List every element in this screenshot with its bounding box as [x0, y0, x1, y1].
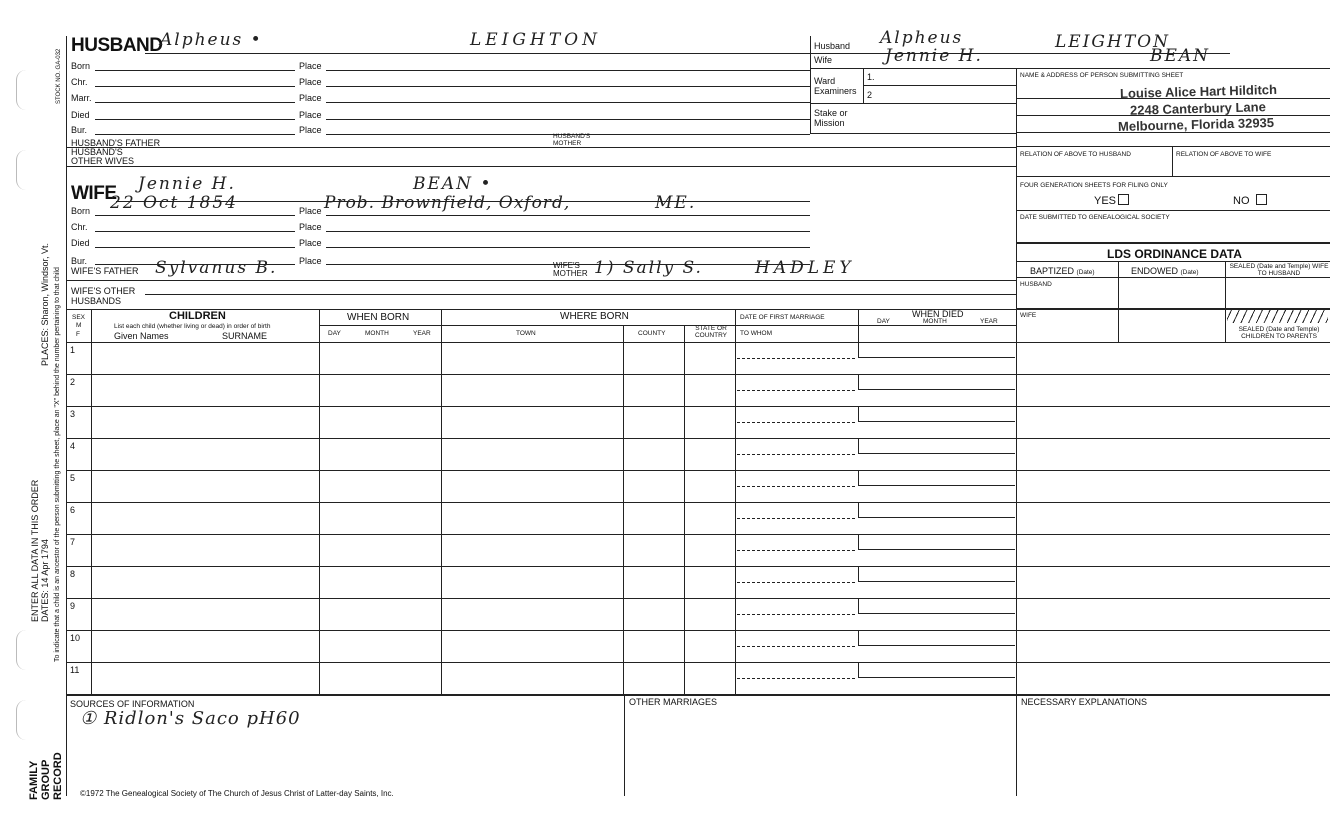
husbands-mother-label: HUSBAND'S MOTHER — [553, 133, 591, 147]
rule — [1172, 146, 1173, 176]
examiners-label: Examiners — [814, 86, 857, 96]
rule — [735, 325, 858, 326]
rule — [319, 325, 441, 326]
wife-surname: BEAN • — [413, 174, 493, 194]
when-died-cell — [858, 502, 1015, 518]
wife-given-name: Jennie H. — [138, 174, 236, 194]
other-marriages-label: OTHER MARRIAGES — [629, 697, 718, 707]
sealed-wife-label: SEALED (Date and Temple) WIFE TO HUSBAND — [1229, 263, 1329, 277]
when-died-cell — [858, 470, 1015, 486]
rule — [326, 102, 810, 103]
endowed-label: ENDOWED (Date) — [1131, 266, 1199, 276]
rule — [441, 325, 735, 326]
town-header: TOWN — [516, 330, 536, 337]
sources-label: SOURCES OF INFORMATION — [70, 699, 195, 709]
children-instruction: List each child (whether living or dead) in order of birth — [114, 323, 271, 330]
rule — [810, 103, 1016, 104]
to-whom-line — [737, 486, 855, 487]
submitter-label: NAME & ADDRESS OF PERSON SUBMITTING SHEET — [1020, 72, 1184, 79]
lds-ordinance-title: LDS ORDINANCE DATA — [1107, 247, 1242, 261]
husband-chr-place-label: Place — [299, 77, 322, 87]
child-row-number: 7 — [70, 537, 76, 547]
row-rule — [66, 406, 1330, 407]
form-left-border — [66, 36, 67, 796]
binder-hole — [16, 150, 29, 190]
wife-chr-place-label: Place — [299, 222, 322, 232]
husband-given-name: Alpheus • — [160, 30, 263, 50]
husband-born-label: Born — [71, 61, 91, 71]
rule — [326, 247, 810, 248]
born-month-header: MONTH — [365, 330, 389, 337]
to-whom-line — [737, 358, 855, 359]
submitter-city: Melbourne, Florida 32935 — [1117, 114, 1275, 135]
husbands-father-label: HUSBAND'S FATHER — [71, 138, 161, 148]
when-died-cell — [858, 566, 1015, 582]
when-born-header: WHEN BORN — [347, 312, 410, 323]
to-whom-line — [737, 390, 855, 391]
enter-order-note: ENTER ALL DATA IN THIS ORDER — [30, 479, 40, 622]
necessary-explanations-label: NECESSARY EXPLANATIONS — [1021, 697, 1148, 707]
husband-bur-label: Bur. — [71, 125, 88, 135]
husband-chr-label: Chr. — [71, 77, 88, 87]
row-rule — [66, 438, 1330, 439]
child-row-number: 3 — [70, 409, 76, 419]
rule — [66, 342, 1330, 343]
when-died-cell — [858, 406, 1015, 422]
wife-born-state: ME. — [655, 193, 697, 213]
wife-died-place-label: Place — [299, 238, 322, 248]
header-husband-label: Husband — [814, 41, 851, 51]
wifes-mother-label: WIFE'S MOTHER — [553, 261, 588, 278]
binder-hole — [16, 70, 29, 110]
rule — [624, 695, 625, 796]
rule — [95, 102, 295, 103]
rule — [1016, 176, 1330, 177]
rule — [623, 325, 624, 695]
child-row-number: 4 — [70, 441, 76, 451]
rule — [66, 280, 1016, 281]
wife-born-label: Born — [71, 206, 91, 216]
submitter-name: Louise Alice Hart Hilditch — [1119, 81, 1278, 102]
no-checkbox[interactable] — [1256, 194, 1267, 205]
rule — [326, 231, 810, 232]
husband-surname: LEIGHTON — [470, 30, 601, 50]
examiner-1: 1. — [867, 72, 875, 82]
wife-bur-label: Bur. — [71, 256, 88, 266]
submitter-street: 2248 Canterbury Lane — [1129, 99, 1267, 118]
rule — [66, 147, 1016, 148]
rule — [810, 36, 811, 134]
header-husband-name: Alpheus — [880, 28, 964, 48]
rule — [95, 70, 295, 71]
husband-born-place-label: Place — [299, 61, 322, 71]
died-month-header: MONTH — [923, 318, 947, 325]
husband-marr-label: Marr. — [71, 93, 92, 103]
stake-or-mission-label: Stake or Mission — [814, 108, 848, 128]
rule — [1016, 98, 1330, 99]
rule — [95, 119, 295, 120]
rule — [95, 247, 295, 248]
to-whom-line — [737, 454, 855, 455]
when-died-cell — [858, 662, 1015, 678]
when-died-cell — [858, 598, 1015, 614]
header-husband-surname: LEIGHTON — [1055, 32, 1170, 52]
children-title: CHILDREN — [169, 310, 226, 322]
rule — [810, 133, 1016, 134]
to-whom-line — [737, 678, 855, 679]
where-born-header: WHERE BORN — [560, 311, 629, 322]
sex-label: SEX — [72, 314, 86, 321]
first-marriage-header: DATE OF FIRST MARRIAGE — [740, 314, 825, 321]
binder-hole — [16, 630, 29, 670]
rule — [1016, 146, 1330, 147]
rule — [95, 134, 295, 135]
child-row-number: 2 — [70, 377, 76, 387]
wife-bur-place-label: Place — [299, 256, 322, 266]
rule — [684, 325, 685, 695]
county-header: COUNTY — [638, 330, 666, 337]
rule — [1016, 277, 1330, 278]
rule — [145, 53, 810, 54]
rule — [326, 119, 810, 120]
rule — [1016, 261, 1330, 262]
rule — [326, 86, 810, 87]
died-year-header: YEAR — [980, 318, 998, 325]
surname-header: SURNAME — [222, 331, 268, 341]
right-panel-border — [1016, 68, 1017, 796]
when-died-cell — [858, 630, 1015, 646]
sealed-children-label: SEALED (Date and Temple) CHILDREN TO PARENTS — [1238, 326, 1320, 340]
given-names-header: Given Names — [114, 331, 169, 341]
husbands-other-wives-label: HUSBAND'S OTHER WIVES — [71, 147, 135, 166]
places-example: PLACES: Sharon, Windsor, Vt. — [40, 242, 50, 366]
rule — [1016, 210, 1330, 211]
to-whom-line — [737, 518, 855, 519]
lds-wife-row-label: WIFE — [1020, 312, 1037, 319]
date-submitted-label: DATE SUBMITTED TO GENEALOGICAL SOCIETY — [1020, 214, 1170, 221]
rule — [95, 86, 295, 87]
wife-heading: WIFE — [71, 183, 117, 204]
row-rule — [66, 566, 1330, 567]
yes-checkbox[interactable] — [1118, 194, 1129, 205]
stock-number: STOCK NO. GA-032 — [56, 48, 62, 104]
sex-m-label: M — [76, 322, 82, 329]
sex-f-label: F — [76, 331, 80, 338]
four-generation-label: FOUR GENERATION SHEETS FOR FILING ONLY — [1020, 182, 1168, 189]
husband-bur-place-label: Place — [299, 125, 322, 135]
wifes-mother-surname: HADLEY — [755, 258, 855, 278]
wifes-mother-name: 1) Sally S. — [594, 258, 703, 278]
died-day-header: DAY — [877, 318, 890, 325]
born-day-header: DAY — [328, 330, 341, 337]
wifes-father-label: WIFE'S FATHER — [71, 266, 139, 276]
wife-born-place-label: Place — [299, 206, 322, 216]
rule — [1016, 115, 1330, 116]
child-row-number: 11 — [70, 665, 80, 675]
relation-to-wife-label: RELATION OF ABOVE TO WIFE — [1176, 151, 1272, 158]
header-wife-name: Jennie H. — [885, 46, 983, 66]
husband-died-label: Died — [71, 110, 90, 120]
when-died-cell — [858, 342, 1015, 358]
yes-label: YES — [1094, 195, 1117, 207]
wifes-other-husbands-label: WIFE'S OTHER HUSBANDS — [71, 286, 136, 306]
when-died-cell — [858, 374, 1015, 390]
hatched-cell — [1227, 309, 1328, 323]
ancestor-instruction: To indicate that a child is an ancestor of the person submitting the sheet, place an "X" behind the number pertaining to that child — [54, 267, 61, 662]
to-whom-line — [737, 646, 855, 647]
to-whom-line — [737, 550, 855, 551]
header-wife-label: Wife — [814, 55, 832, 65]
row-rule — [66, 470, 1330, 471]
to-whom-header: TO WHOM — [740, 330, 773, 337]
row-rule — [66, 662, 1330, 663]
child-row-number: 10 — [70, 633, 81, 643]
sources-value: ① Ridlon's Saco pH60 — [80, 708, 301, 729]
rule — [66, 695, 1330, 696]
row-rule — [66, 502, 1330, 503]
wife-born-date: 22 Oct 1854 — [110, 193, 238, 213]
relation-to-husband-label: RELATION OF ABOVE TO HUSBAND — [1020, 151, 1131, 158]
rule — [1118, 261, 1119, 343]
rule — [810, 68, 1330, 69]
rule — [1016, 242, 1330, 244]
examiner-2: 2 — [867, 90, 873, 100]
rule — [66, 309, 1330, 310]
header-wife-surname: BEAN — [1150, 46, 1211, 66]
wife-died-label: Died — [71, 238, 90, 248]
rule — [1016, 132, 1330, 133]
husband-heading: HUSBAND — [71, 35, 163, 56]
rule — [326, 215, 810, 216]
row-rule — [66, 598, 1330, 599]
rule — [145, 294, 1016, 295]
rule — [1225, 261, 1226, 343]
when-died-header: WHEN DIED — [912, 309, 964, 319]
to-whom-line — [737, 614, 855, 615]
wife-born-place: Prob. Brownfield, Oxford, — [324, 193, 571, 213]
to-whom-line — [737, 422, 855, 423]
rule — [858, 325, 1016, 326]
wife-chr-label: Chr. — [71, 222, 88, 232]
child-row-number: 1 — [70, 345, 76, 355]
no-label: NO — [1233, 195, 1250, 207]
rule — [95, 231, 295, 232]
born-year-header: YEAR — [413, 330, 431, 337]
rule — [863, 85, 1016, 86]
rule — [326, 70, 810, 71]
rule — [858, 309, 859, 342]
husband-marr-place-label: Place — [299, 93, 322, 103]
row-rule — [66, 374, 1330, 375]
ward-label: Ward — [814, 76, 836, 86]
state-country-header: STATE OR COUNTRY — [694, 325, 728, 339]
baptized-label: BAPTIZED (Date) — [1030, 266, 1095, 276]
child-row-number: 8 — [70, 569, 76, 579]
husband-died-place-label: Place — [299, 110, 322, 120]
rule — [66, 166, 1016, 167]
copyright: ©1972 The Genealogical Society of The Church of Jesus Christ of Latter-day Saints, Inc. — [80, 789, 394, 798]
row-rule — [66, 534, 1330, 535]
child-row-number: 5 — [70, 473, 76, 483]
dates-example: DATES: 14 Apr 1794 — [40, 539, 50, 622]
child-row-number: 6 — [70, 505, 76, 515]
rule — [95, 215, 295, 216]
when-died-cell — [858, 438, 1015, 454]
child-row-number: 9 — [70, 601, 76, 611]
when-died-cell — [858, 534, 1015, 550]
lds-husband-row-label: HUSBAND — [1020, 281, 1052, 288]
binder-hole — [16, 700, 29, 740]
wifes-father-name: Sylvanus B. — [155, 258, 278, 278]
row-rule — [66, 630, 1330, 631]
to-whom-line — [737, 582, 855, 583]
